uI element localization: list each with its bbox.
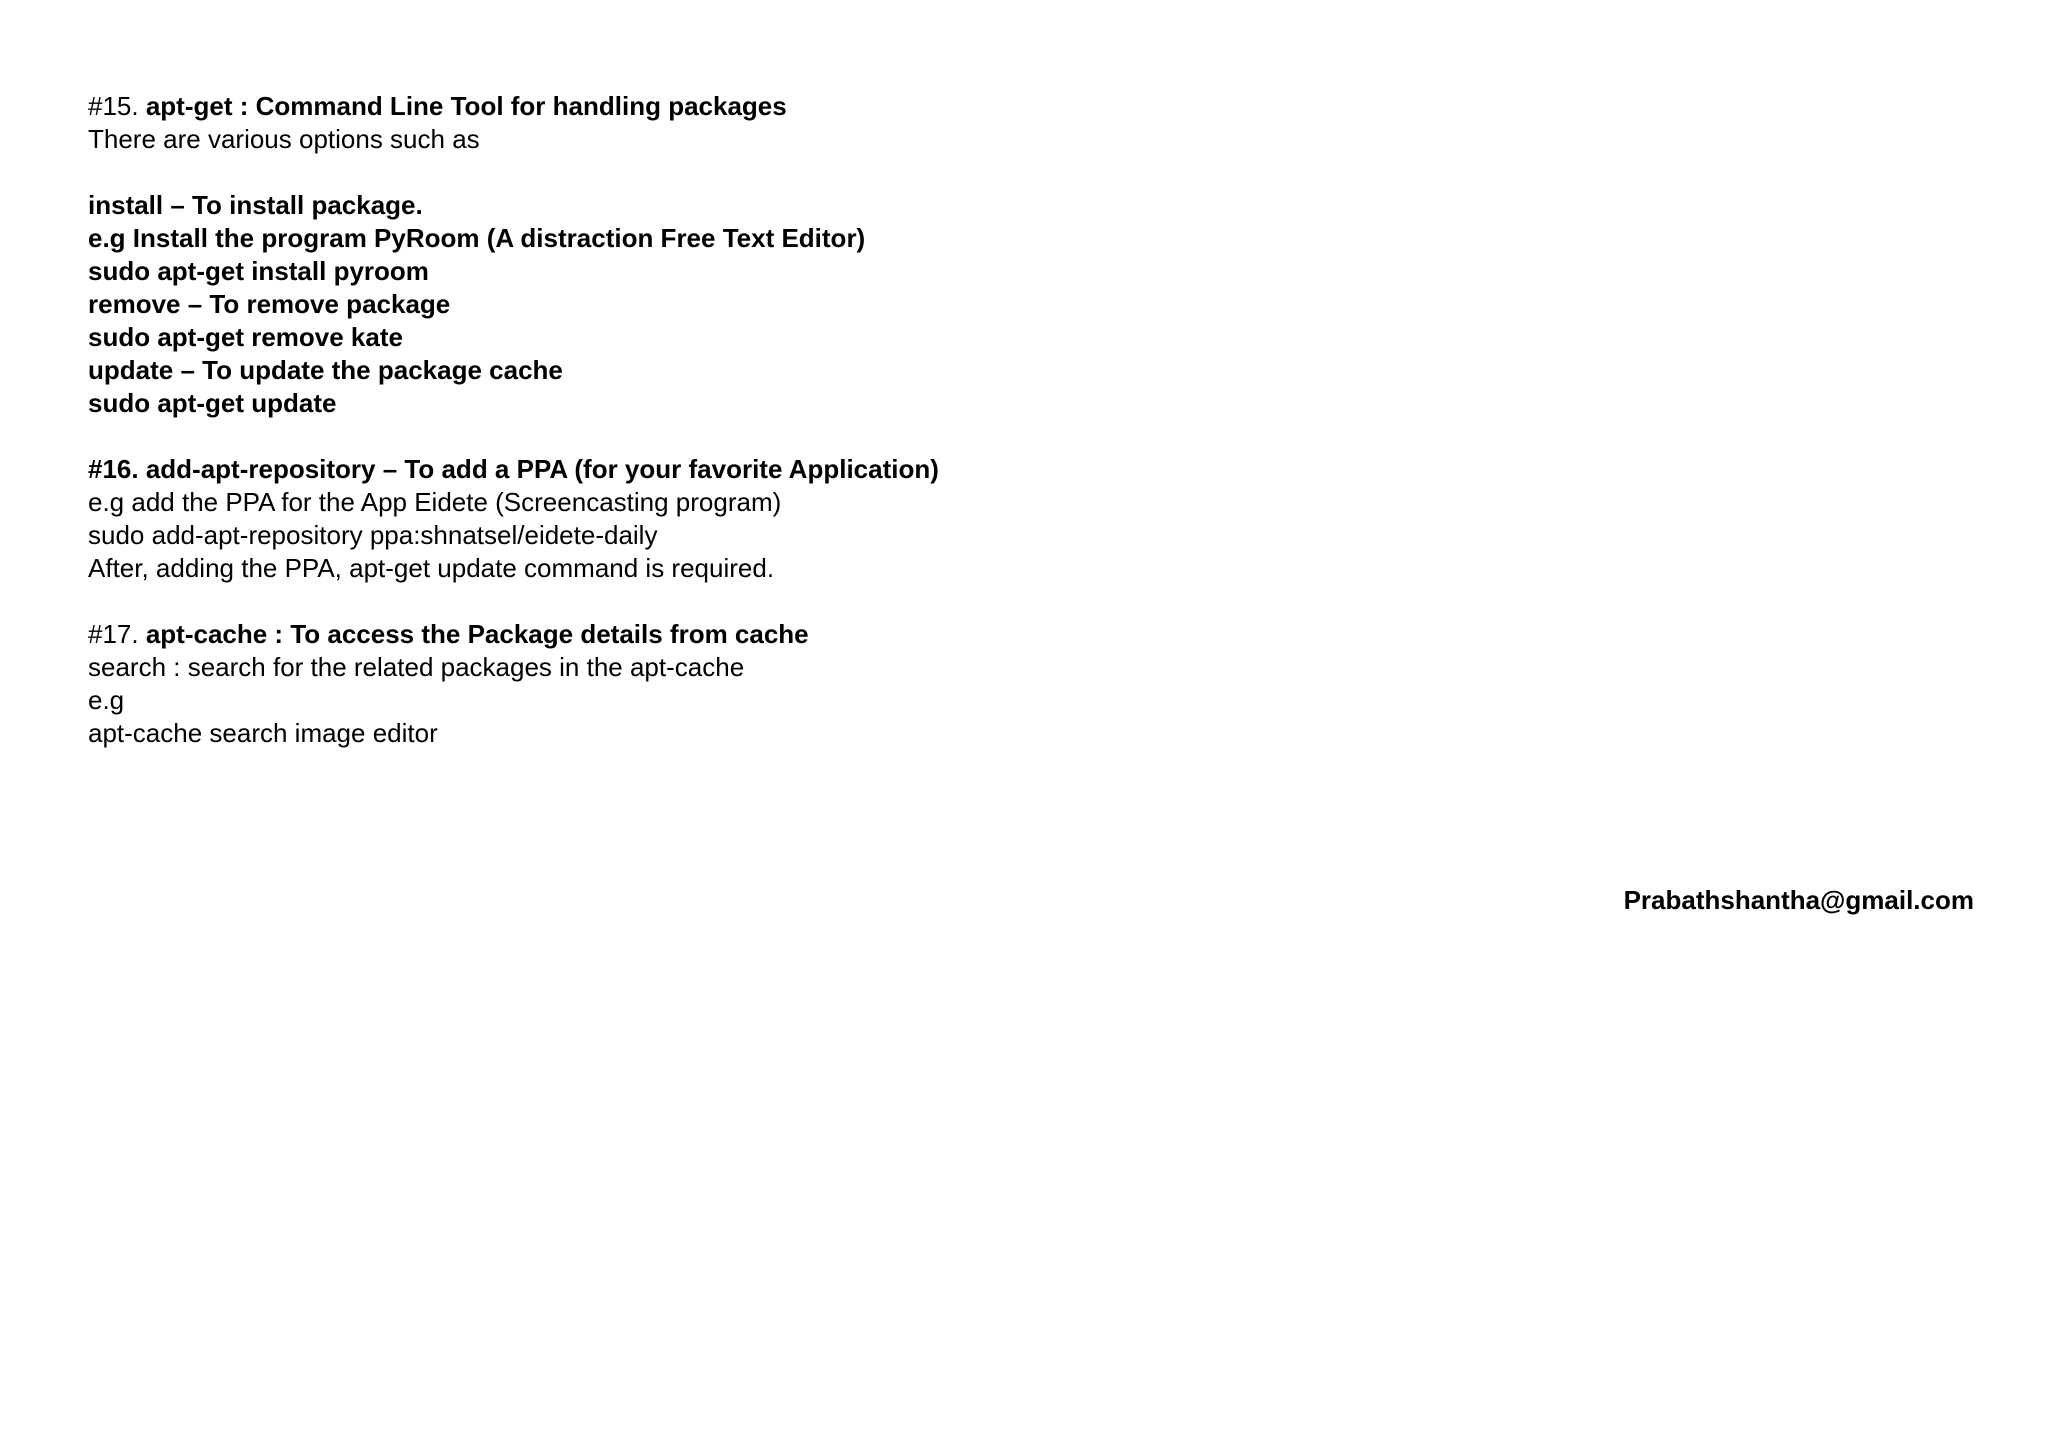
- section-15-line: e.g Install the program PyRoom (A distraction Free Text Editor): [88, 223, 866, 253]
- section-15-line: sudo apt-get remove kate: [88, 322, 403, 352]
- section-16-line: sudo add-apt-repository ppa:shnatsel/eidete-daily: [88, 520, 658, 550]
- spacer: [88, 420, 1488, 453]
- section-17-line: apt-cache search image editor: [88, 718, 438, 748]
- section-16-line: After, adding the PPA, apt-get update command is required.: [88, 553, 775, 583]
- section-15-title: apt-get : Command Line Tool for handling packages: [145, 91, 787, 121]
- section-15-line: remove – To remove package: [88, 289, 451, 319]
- document-body: [88, 90, 1488, 750]
- section-17-line: e.g: [88, 685, 125, 715]
- section-15-line: sudo apt-get install pyroom: [88, 256, 429, 286]
- section-17-title: apt-cache : To access the Package details from cache: [145, 619, 809, 649]
- author-email: Prabathshantha@gmail.com: [1623, 885, 1974, 915]
- section-15-line: install – To install package.: [88, 190, 423, 220]
- section-16-line: e.g add the PPA for the App Eidete (Screencasting program): [88, 487, 782, 517]
- section-15-intro: There are various options such as: [88, 124, 480, 154]
- spacer: [88, 585, 1488, 618]
- section-17-heading: [88, 618, 1488, 651]
- section-15-line: sudo apt-get update: [88, 388, 337, 418]
- section-15-heading: [88, 90, 1488, 123]
- section-16-heading: #16. add-apt-repository – To add a PPA (for your favorite Application): [88, 454, 939, 484]
- section-15-line: update – To update the package cache: [88, 355, 563, 385]
- section-17-number: #17.: [88, 619, 146, 649]
- section-15-number: #15.: [88, 91, 146, 121]
- section-17-line: search : search for the related packages in the apt-cache: [88, 652, 745, 682]
- spacer: [88, 156, 1488, 189]
